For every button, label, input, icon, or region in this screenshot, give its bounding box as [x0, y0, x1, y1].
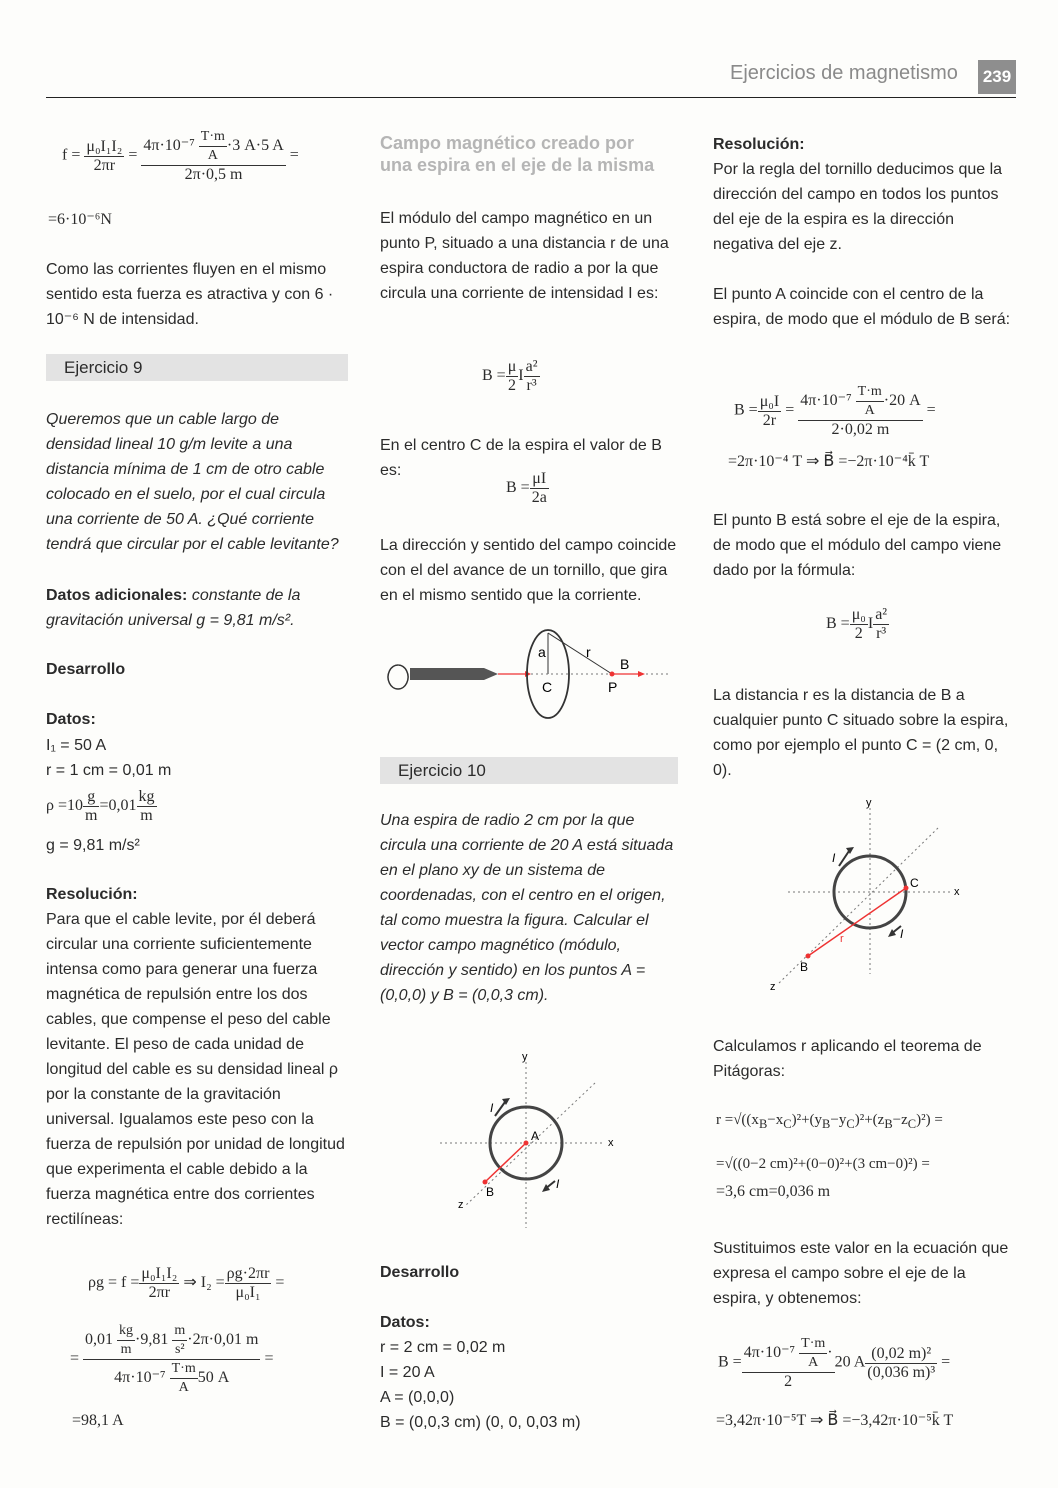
axis-x-label: x: [608, 1137, 614, 1149]
col3-paragraph-5: Calculamos r aplicando el teorema de Pitágoras:: [713, 1038, 982, 1080]
screw-loop-figure: [380, 625, 670, 725]
b-point-B-equation: B = 4π·10⁻⁷ $\frac{T\cdot m}{A}$ · 2 20 A $\frac{\text{(0,02 m)²}}{\text{(0,036 m)³}}$ =: [718, 1336, 951, 1390]
label-a: a: [538, 644, 546, 660]
resolucion-text: Para que el cable levite, por él deberá circular una corriente suficientemente intensa como para generar una fuerza magnética de repulsión entre los dos cables, que compense el peso del cable levitante. El peso de cada unidad de longitud del cable es su densidad lineal ρ por la constante de la gravitación universal. Igualamos este peso con la fuerza de repulsión por unidad de longitud que experimenta el cable debido a la fuerza magnética entre dos corrientes rectilíneas:: [46, 911, 345, 1228]
force-conclusion: Como las corrientes fluyen en el mismo sentido esta fuerza es atractiva y con 6 · 10⁻⁶ N de intensidad.: [46, 261, 334, 328]
datum-radius: r = 2 cm = 0,02 m: [380, 1339, 506, 1356]
current-I-top: I: [490, 1101, 494, 1115]
current-I-bottom: I: [556, 1177, 560, 1191]
distance-figure: [760, 796, 970, 996]
current-I-bottom-2: I: [900, 927, 904, 941]
r-result: =3,6 cm=0,036 m: [716, 1183, 831, 1200]
axis-y-label-2: y: [866, 797, 872, 809]
datum-density: ρ =10 $\frac{g}{m}$ =0,01 $\frac{kg}{m}$: [46, 788, 155, 824]
col3-paragraph-6: Sustituimos este valor en la ecuación que expresa el campo sobre el eje de la espira, y obtenemos:: [713, 1240, 1009, 1307]
datum-distance: r = 1 cm = 0,01 m: [46, 762, 172, 779]
header-rule: [46, 97, 1016, 98]
point-C-label: C: [910, 876, 919, 890]
col3-paragraph-4: La distancia r es la distancia de B a cualquier punto C situado sobre la espira, como por ejemplo el punto C = (2 cm, 0, 0).: [713, 687, 1009, 779]
axis-y-label: y: [522, 1051, 528, 1063]
label-C: C: [542, 679, 553, 695]
b-point-A-result: =2π·10⁻⁴ T ⇒ B⃗ =−2π·10⁻⁴k̄ T: [728, 453, 930, 470]
col2-paragraph-1: El módulo del campo magnético en un punto P, situado a una distancia r de una espira conductora de radio a por la que circula una corriente de intensidad I es:: [380, 210, 669, 302]
current-equation: ρg = f = $\frac{\text{μ₀I₁I₂}}{2\pi r}$ ⇒ I₂ = $\frac{\rho g\cdot 2\pi r}{\text{μ₀I₁}}$ =: [88, 1265, 285, 1301]
exercise-10-title: Ejercicio 10: [380, 757, 678, 784]
current-I-top-2: I: [832, 851, 836, 865]
running-header: Ejercicios de magnetismo: [730, 62, 958, 84]
axis-z-label: z: [458, 1199, 464, 1211]
exercise-9-title: Ejercicio 9: [46, 354, 348, 381]
datum-point-B: B = (0,0,3 cm) (0, 0, 0,03 m): [380, 1414, 581, 1431]
b-center-formula: B = $\frac{\mu I}{2a}$: [506, 470, 547, 506]
extra-data-label: Datos adicionales:: [46, 587, 188, 604]
b-axis-formula-2: B = $\frac{\text{μ₀}}{2}$ I $\frac{\text{a²}}{\text{r³}}$: [826, 606, 888, 642]
col3-paragraph-3: El punto B está sobre el eje de la espira, de modo que el módulo del campo viene dado por la fórmula:: [713, 512, 1002, 579]
label-B: B: [620, 656, 630, 672]
datum-intensity: I = 20 A: [380, 1364, 435, 1381]
axis-z-label-2: z: [770, 981, 776, 993]
col3-paragraph-1: Por la regla del tornillo deducimos que la dirección del campo en todos los puntos del eje de la espira es la dirección negativa del eje z.: [713, 161, 1003, 253]
datum-gravity: g = 9,81 m/s²: [46, 837, 140, 854]
desarrollo-heading: Desarrollo: [46, 661, 126, 678]
r-substitution: =√((0−2 cm)²+(0−0)²+(3 cm−0)²) =: [716, 1156, 930, 1172]
current-substitution: = 0,01 $\frac{kg}{m}$ ·9,81 $\frac{m}{\text{s²}}$ ·2π·0,01 m 4π·10⁻⁷ $\frac{T\cdot m}{A}$ 50 A =: [70, 1323, 274, 1395]
label-r: r: [586, 644, 591, 660]
datum-point-A: A = (0,0,0): [380, 1389, 455, 1406]
col2-paragraph-3: La dirección y sentido del campo coincide con el del avance de un tornillo, que gira en el mismo sentido que la corriente.: [380, 537, 677, 604]
resolucion-heading-2: Resolución:: [713, 136, 805, 153]
b-axis-formula: B = $\frac{\mu}{2}$ I $\frac{\text{a²}}{\text{r³}}$: [482, 358, 538, 394]
point-A-label: A: [531, 1129, 540, 1143]
exercise-9-statement: Queremos que un cable largo de densidad lineal 10 g/m levite a una distancia mínima de 1 cm de otro cable colocado en el suelo, por el cual circula una corriente de 50 A. ¿Qué corriente tendrá que circular por el cable levitante?: [46, 411, 339, 553]
r-pythagoras: $r =√((x_B-x_C)^2+(y_B-y_C)^2+(z_B-z_C)^2)$ =: [716, 1112, 943, 1131]
resolucion-heading: Resolución:: [46, 886, 138, 903]
exercise-10-statement: Una espira de radio 2 cm por la que circula una corriente de 20 A está situada en el plano xy de un sistema de coordenadas, con el centro en el origen, tal como muestra la figura. Calcular el vector campo magnético (módulo, dirección y sentido) en los puntos A = (0,0,0) y B = (0,0,3 cm).: [380, 812, 674, 1004]
loop-axes-figure: [440, 1048, 630, 1228]
extra-data-text: constante de la gravitación universal g = 9,81 m/s².: [46, 587, 301, 629]
col3-paragraph-2: El punto A coincide con el centro de la espira, de modo que el módulo de B será:: [713, 286, 1011, 328]
distance-r-label: r: [840, 933, 844, 945]
point-B-label-2: B: [800, 960, 809, 974]
point-B-label: B: [486, 1185, 495, 1199]
col2-paragraph-2: En el centro C de la espira el valor de B es:: [380, 437, 662, 479]
axis-x-label-2: x: [954, 886, 960, 898]
force-result: =6·10⁻⁶N: [48, 211, 112, 228]
page-number: 239: [978, 60, 1016, 94]
datum-current: I₁ = 50 A: [46, 737, 107, 754]
desarrollo-heading-2: Desarrollo: [380, 1264, 460, 1281]
screw-icon: [388, 665, 498, 689]
b-point-A-equation: B = $\frac{\text{μ₀I}}{2r}$ = 4π·10⁻⁷ $\frac{T\cdot m}{A}$ ·20 A 2·0,02 m =: [734, 384, 936, 438]
section-title: Campo magnético creado por una espira en el eje de la misma: [380, 133, 655, 175]
b-point-B-result: =3,42π·10⁻⁵T ⇒ B⃗ =−3,42π·10⁻⁵k̄ T: [716, 1412, 954, 1429]
datos-heading-2: Datos:: [380, 1314, 430, 1331]
force-equation: f = $\frac{\text{μ₀I₁I₂}}{2\pi r}$ = 4π·10⁻⁷ $\frac{T\cdot m}{A}$ ·3 A·5 A 2π·0,5 m =: [62, 129, 299, 183]
label-P: P: [608, 679, 618, 695]
current-result: =98,1 A: [72, 1412, 124, 1429]
datos-heading: Datos:: [46, 711, 96, 728]
